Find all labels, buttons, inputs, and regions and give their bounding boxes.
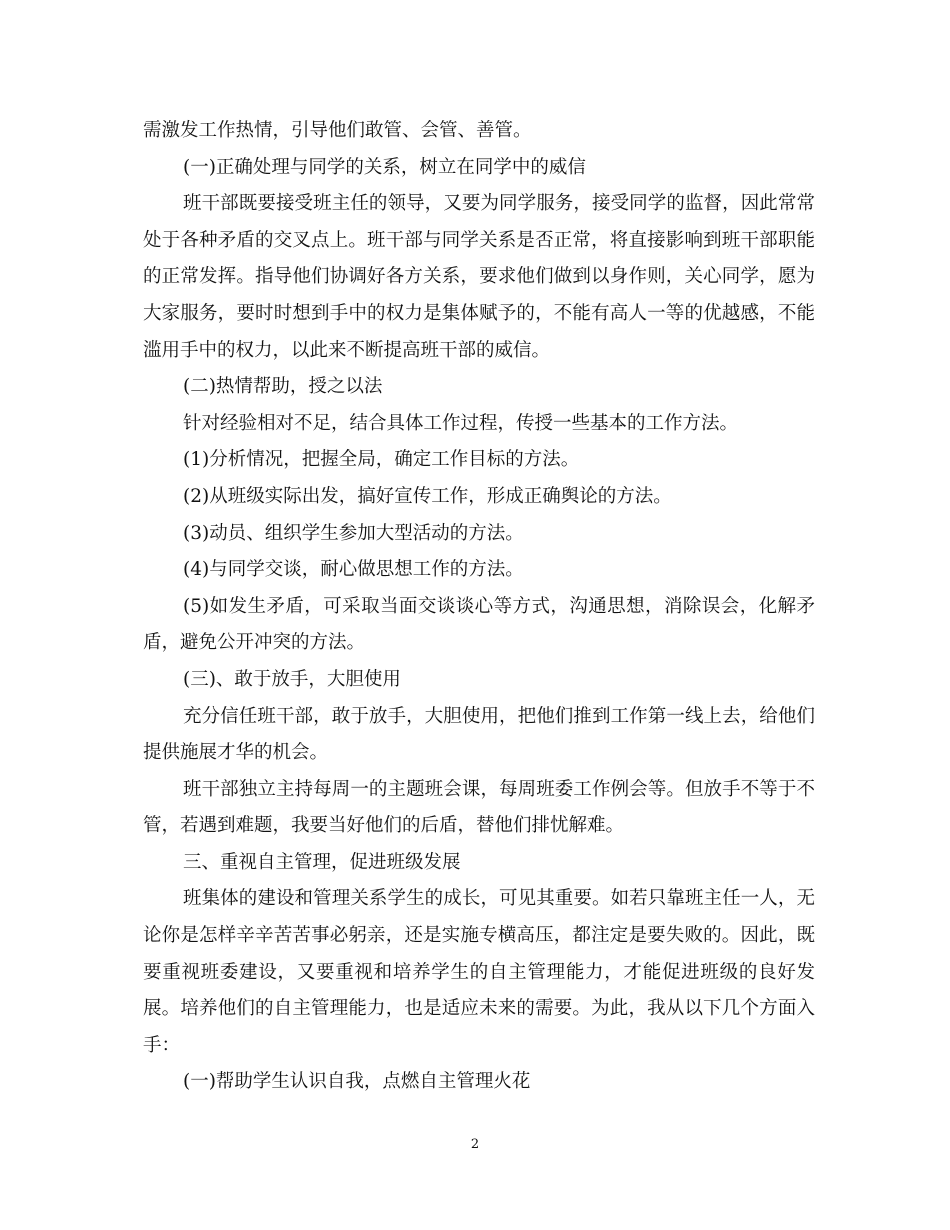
section-heading-self-management: 三、重视自主管理，促进班级发展 [183,851,461,873]
subheading-self-awareness: (一)帮助学生认识自我，点燃自主管理火花 [183,1071,531,1093]
paragraph-class-meetings: 班干部独立主持每周一的主题班会课，每周班委工作例会等。但放手不等于不管，若遇到难题，我要当好他们的后盾，替他们排忧解难。 [143,778,815,837]
paragraph-continuation: 需激发工作热情，引导他们敢管、会管、善管。 [143,120,532,141]
list-item-method-5: (5)如发生矛盾，可采取当面交谈谈心等方式，沟通思想，消除误会，化解矛盾，避免公开冲突的方法。 [143,595,815,654]
list-item-method-3: (3)动员、组织学生参加大型活动的方法。 [183,522,524,544]
paragraph-trust: 充分信任班干部，敢于放手，大胆使用，把他们推到工作第一线上去，给他们提供施展才华的机会。 [143,705,815,764]
subheading-delegate: (三)、敢于放手，大胆使用 [183,668,401,690]
paragraph-self-management: 班集体的建设和管理关系学生的成长，可见其重要。如若只靠班主任一人，无论你是怎样辛辛苦苦事必躬亲，还是实施专横高压，都注定是要失败的。因此，既要重视班委建设，又要重视和培养学生的自主管理能力，才能促进班级的良好发展。培养他们的自主管理能力，也是适应未来的需要。为此，我从以下几个方面入手： [143,888,815,1056]
list-item-method-2: (2)从班级实际出发，搞好宣传工作，形成正确舆论的方法。 [183,485,672,507]
paragraph-relationship: 班干部既要接受班主任的领导，又要为同学服务，接受同学的监督，因此常常处于各种矛盾的交叉点上。班干部与同学关系是否正常，将直接影响到班干部职能的正常发挥。指导他们协调好各方关系，要求他们做到以身作则，关心同学，愿为大家服务，要时时想到手中的权力是集体赋予的，不能有高人一等的优越感，不能滥用手中的权力，以此来不断提高班干部的威信。 [143,193,815,361]
document-body [143,113,815,1101]
paragraph-methods-intro: 针对经验相对不足，结合具体工作过程，传授一些基本的工作方法。 [183,412,739,434]
list-item-method-1: (1)分析情况，把握全局，确定工作目标的方法。 [183,449,580,471]
page-number: 2 [470,1137,480,1152]
subheading-relationship: (一)正确处理与同学的关系，树立在同学中的威信 [183,156,586,178]
list-item-method-4: (4)与同学交谈，耐心做思想工作的方法。 [183,559,524,581]
subheading-help: (二)热情帮助，授之以法 [183,376,383,398]
